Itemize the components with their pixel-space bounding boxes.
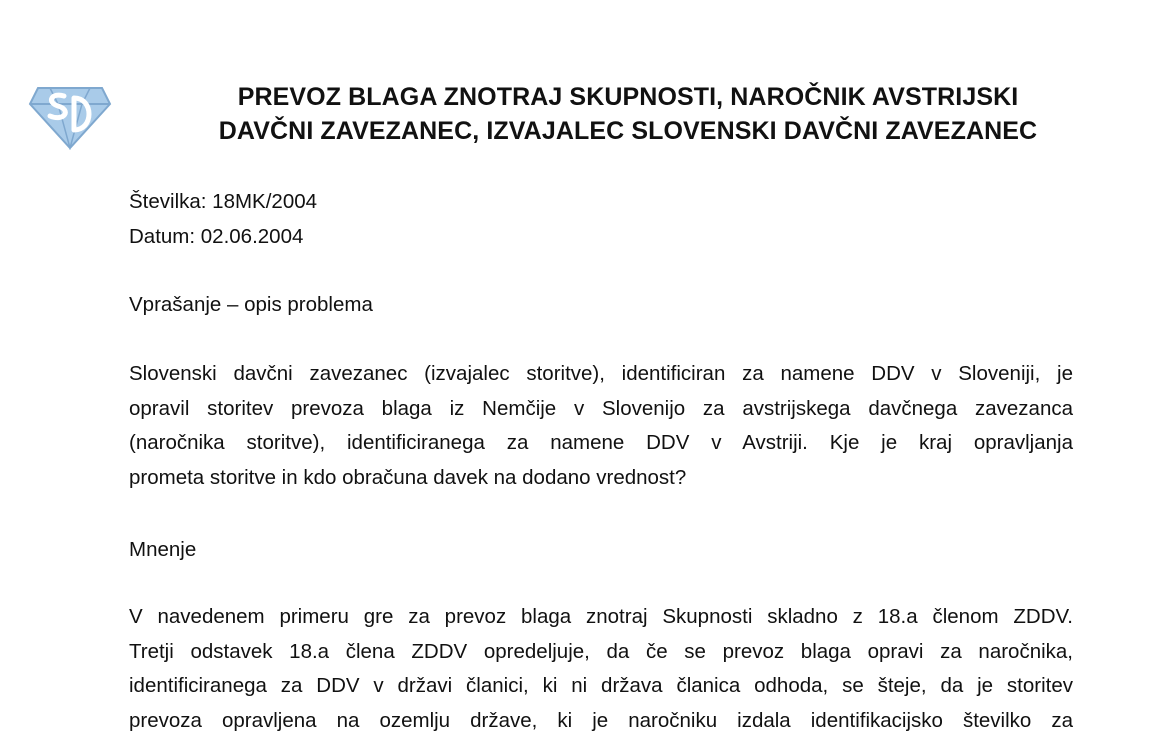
diamond-logo-icon bbox=[28, 78, 112, 150]
paragraph-line: Tretji odstavek 18.a člena ZDDV opredeljuje, da če se prevoz blaga opravi za naročnika, bbox=[129, 639, 1073, 663]
question-paragraph bbox=[129, 357, 1073, 495]
document-date: Datum: 02.06.2004 bbox=[129, 225, 304, 248]
paragraph-line: identificiranega za DDV v državi članici, ki ni država članica odhoda, se šteje, da je storitev bbox=[129, 674, 1073, 697]
sd-logo bbox=[28, 78, 112, 150]
document-number: Številka: 18MK/2004 bbox=[129, 190, 318, 213]
paragraph-line: Slovenski davčni zavezanec (izvajalec storitve), identificiran za namene DDV v Sloveniji, je bbox=[129, 362, 1073, 385]
title-line-2: DAVČNI ZAVEZANEC, IZVAJALEC SLOVENSKI DAVČNI ZAVEZANEC bbox=[218, 117, 1038, 145]
document-meta bbox=[129, 184, 317, 254]
paragraph-line: (naročnika storitve), identificiranega za namene DDV v Avstriji. Kje je kraj opravljanja bbox=[129, 431, 1073, 454]
paragraph-line: V navedenem primeru gre za prevoz blaga znotraj Skupnosti skladno z 18.a členom ZDDV. bbox=[129, 605, 1073, 628]
question-heading: Vprašanje – opis problema bbox=[129, 293, 373, 316]
paragraph-line: prometa storitve in kdo obračuna davek na dodano vrednost? bbox=[129, 465, 687, 489]
paragraph-line: opravil storitev prevoza blaga iz Nemčije v Slovenijo za avstrijskega davčnega zavezanca bbox=[129, 396, 1073, 420]
document-title bbox=[128, 80, 1128, 148]
title-line-1: PREVOZ BLAGA ZNOTRAJ SKUPNOSTI, NAROČNIK AVSTRIJSKI bbox=[237, 83, 1019, 111]
opinion-heading: Mnenje bbox=[129, 538, 197, 561]
paragraph-line: prevoza opravljena na ozemlju države, ki je naročniku izdala identifikacijsko številko za bbox=[129, 708, 1073, 732]
opinion-paragraph bbox=[129, 600, 1073, 738]
